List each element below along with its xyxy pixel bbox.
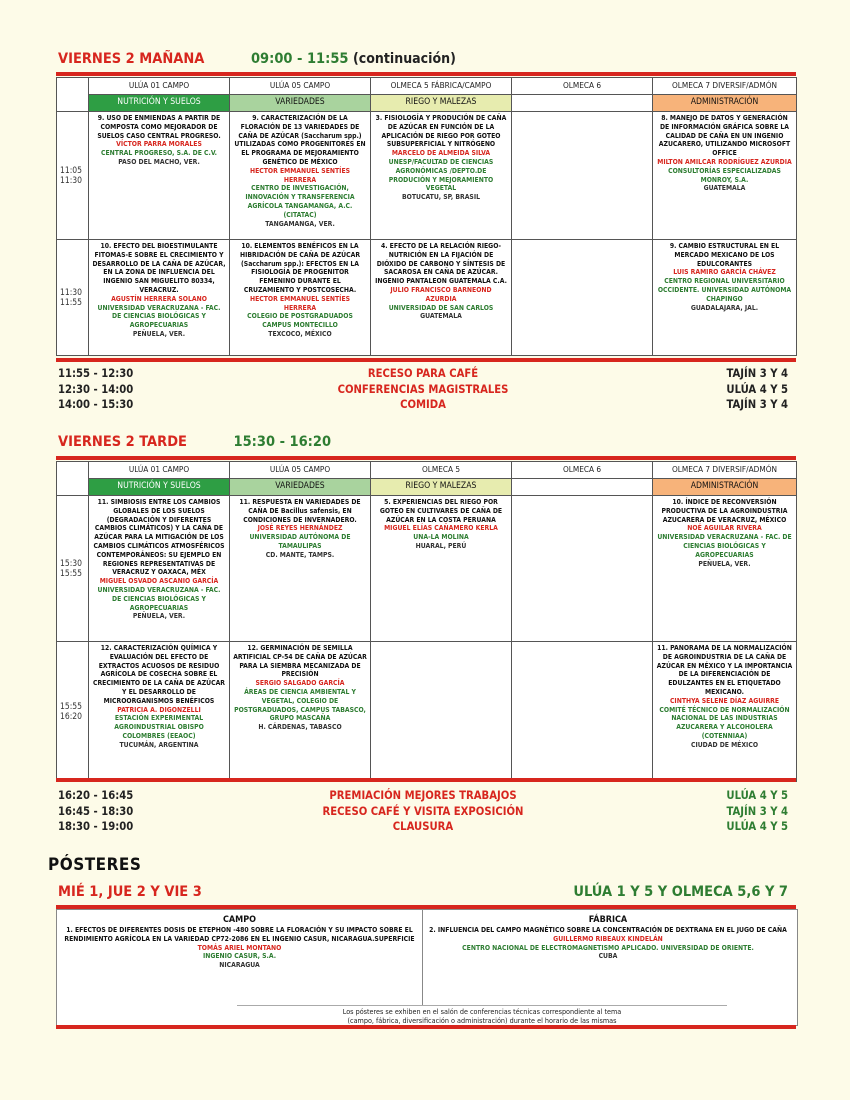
schedule-event	[58, 367, 788, 382]
afternoon-schedule-table	[56, 461, 797, 782]
presentation-location: PEÑUELA, VER.	[132, 329, 186, 338]
presentation-institution: COLEGIO DE POSTGRADUADOS CAMPUS MONTECILLO	[247, 312, 353, 330]
event-time: 16:20 - 16:45	[58, 789, 134, 802]
poster-campo	[57, 910, 423, 1005]
afternoon-heading	[58, 434, 331, 450]
presentation-institution: ÁREAS DE CIENCIA AMBIENTAL Y VEGETAL, COLEGIO DE POSTGRADUADOS, CAMPUS TABASCO, GRUPO MASCAÑA	[234, 687, 366, 723]
schedule-row	[57, 496, 797, 642]
posters-note-line1: Los pósteres se exhiben en el salón de conferencias técnicas correspondiente al tema	[342, 1007, 622, 1016]
presentation-location: GUATEMALA	[420, 312, 462, 321]
category-header: NUTRICIÓN Y SUELOS	[89, 95, 230, 112]
posters-heading: PÓSTERES	[48, 855, 142, 875]
presentation-title: 9. CAMBIO ESTRUCTURAL EN EL MERCADO MEXICANO DE LOS EDULCORANTES	[669, 242, 780, 268]
presentation-institution: UNIVERSIDAD VERACRUZANA - FAC. DE CIENCIAS BIOLÓGICAS Y AGROPECUARIAS	[97, 303, 221, 330]
category-header: RIEGO Y MALEZAS	[371, 479, 512, 496]
presentation-author: MIGUEL ELÍAS CAÑAMERO KERLA	[384, 524, 498, 533]
presentation-title: 5. EXPERIENCIAS DEL RIEGO POR GOTEO EN CULTIVARES DE CAÑA DE AZÚCAR EN LA COSTA PERUANA	[379, 498, 503, 524]
morning-day: VIERNES 2 MAÑANA	[58, 51, 205, 67]
presentation-author: SERGIO SALGADO GARCÍA	[255, 679, 345, 688]
presentation-title: 10. ELEMENTOS BENÉFICOS EN LA HIBRIDACIÓN DE CAÑA DE AZÚCAR (Saccharum spp.): EFECTOS EN LA FISIOLOGÍA DE PROGENITOR FEMENINO DURANTE EL CRUZAMIENTO Y POSTCOSECHA.	[239, 242, 361, 294]
presentation-author: MIGUEL OSVADO ASCANIO GARCÍA	[99, 577, 219, 586]
presentation-location: H. CÁRDENAS, TABASCO	[258, 723, 342, 732]
presentation-title: 11. PANORAMA DE LA NORMALIZACIÓN DE AGROINDUSTRIA DE LA CAÑA DE AZÚCAR EN MÉXICO Y LA IMPORTANCIA DE LA DIFERENCIACIÓN DE EDULZANTES EN EL ETIQUETADO MEXICANO.	[656, 644, 793, 696]
schedule-event	[58, 398, 788, 413]
event-room: ULÚA 4 Y 5	[726, 820, 788, 833]
empty-cell	[512, 112, 653, 240]
presentation-cell	[230, 642, 371, 782]
schedule-row	[57, 112, 797, 240]
posters-days: MIÉ 1, JUE 2 Y VIE 3	[58, 884, 202, 900]
divider-line	[56, 1025, 796, 1029]
presentation-cell	[89, 496, 230, 642]
presentation-institution: CENTRAL PROGRESO, S.A. DE C.V.	[100, 149, 218, 158]
presentation	[233, 644, 367, 732]
schedule-event	[58, 805, 788, 820]
presentation	[374, 242, 508, 321]
event-time: 14:00 - 15:30	[58, 398, 134, 411]
afternoon-time: 15:30 - 16:20	[233, 434, 332, 450]
presentation-author: HECTOR EMMANUEL SENTÍES HERRERA	[249, 166, 351, 184]
presentation-location: HUARAL, PERÚ	[415, 541, 467, 550]
morning-heading	[58, 51, 456, 67]
category-header: VARIEDADES	[230, 95, 371, 112]
presentation-author: NOÉ AGUILAR RIVERA	[687, 524, 762, 533]
room-header: OLMECA 7 DIVERSIF/ADMÓN	[653, 462, 797, 479]
posters-rooms: ULÚA 1 Y 5 Y OLMECA 5,6 Y 7	[573, 884, 788, 900]
presentation-cell	[653, 496, 797, 642]
time-start: 11:30	[60, 287, 83, 298]
presentation-location: TUCUMÁN, ARGENTINA	[119, 740, 199, 749]
event-name: RECESO CAFÉ Y VISITA EXPOSICIÓN	[322, 804, 524, 818]
presentation	[92, 644, 226, 750]
event-time: 11:55 - 12:30	[58, 367, 134, 380]
presentation-author: PATRICIA A. DIGONZELLI	[117, 705, 201, 714]
presentation-author: JULIO FRANCISCO BARNEOND AZURDIA	[390, 285, 492, 303]
schedule-row	[57, 642, 797, 782]
time-slot	[57, 642, 89, 782]
presentation-institution: UNIVERSIDAD VERACRUZANA - FAC. DE CIENCIAS BIOLÓGICAS Y AGROPECUARIAS	[97, 585, 221, 612]
room-header: OLMECA 7 DIVERSIF/ADMÓN	[653, 78, 797, 95]
room-header: ULÚA 05 CAMPO	[230, 462, 371, 479]
event-room: TAJÍN 3 Y 4	[726, 804, 788, 818]
corner-cell	[57, 462, 89, 496]
presentation-title: 4. EFECTO DE LA RELACIÓN RIEGO-NUTRICIÓN EN LA FIJACIÓN DE DIÓXIDO DE CARBONO Y SÍNTESIS DE SACAROSA EN CAÑA DE AZÚCAR. INGENIO PANTALEON GUATEMALA C.A.	[375, 242, 507, 286]
presentation-author: MILTON AMILCAR RODRÍGUEZ AZURDIA	[657, 157, 792, 166]
presentation	[233, 498, 367, 560]
time-end: 16:20	[60, 711, 83, 722]
presentation	[656, 242, 793, 312]
presentation-institution: CONSULTORÍAS ESPECIALIZADAS MONROY, S.A.	[668, 166, 781, 184]
presentation-location: PEÑUELA, VER.	[132, 612, 186, 621]
presentation-cell	[230, 240, 371, 356]
posters-note	[237, 1005, 727, 1025]
presentation	[233, 114, 367, 228]
presentation-author: JOSÉ REYES HERNÁNDEZ	[257, 524, 343, 533]
event-room: ULÚA 4 Y 5	[726, 382, 788, 396]
event-name: PREMIACIÓN MEJORES TRABAJOS	[329, 789, 517, 802]
category-header: RIEGO Y MALEZAS	[371, 95, 512, 112]
presentation-title: 8. MANEJO DE DATOS Y GENERACIÓN DE INFORMACIÓN GRÁFICA SOBRE LA CALIDAD DE CAÑA EN UN INGENIO AZUCARERO, UTILIZANDO MICROSOFT OFFICE	[658, 114, 791, 158]
empty-cell	[371, 642, 512, 782]
presentation-location: PASO DEL MACHO, VER.	[118, 157, 200, 166]
presentation	[656, 644, 793, 750]
presentation	[374, 114, 508, 202]
event-name: CONFERENCIAS MAGISTRALES	[337, 382, 509, 396]
presentation-cell	[89, 642, 230, 782]
afternoon-day: VIERNES 2 TARDE	[58, 434, 187, 450]
event-name: CLAUSURA	[392, 820, 454, 833]
presentation-author: HECTOR EMMANUEL SENTÍES HERRERA	[249, 294, 351, 312]
time-start: 15:30	[60, 558, 83, 569]
room-header: OLMECA 6	[512, 78, 653, 95]
room-header: ULÚA 01 CAMPO	[89, 462, 230, 479]
time-end: 15:55	[60, 568, 83, 579]
empty-cell	[512, 642, 653, 782]
time-slot	[57, 496, 89, 642]
poster-institution: CENTRO NACIONAL DE ELECTROMAGNETISMO APLICADO. UNIVERSIDAD DE ORIENTE.	[462, 943, 754, 952]
poster-campo-header: CAMPO	[222, 915, 257, 925]
room-header: ULÚA 05 CAMPO	[230, 78, 371, 95]
time-end: 11:55	[60, 297, 83, 308]
presentation-title: 3. FISIOLOGÍA Y PRODUCIÓN DE CAÑA DE AZÚCAR EN FUNCIÓN DE LA APLICACIÓN DE RIEGO POR GOTEO SUBSUPERFICIAL Y NITRÓGENO	[375, 114, 507, 149]
time-end: 11:30	[60, 175, 83, 186]
presentation-author: AGUSTÍN HERRERA SOLANO	[111, 294, 207, 303]
poster-fabrica-header: FÁBRICA	[588, 915, 628, 925]
divider-line	[56, 778, 796, 782]
presentation-title: 10. EFECTO DEL BIOESTIMULANTE FITOMAS-E SOBRE EL CRECIMIENTO Y DESARROLLO DE LA CAÑA DE AZÚCAR, EN LA ZONA DE INFLUENCIA DEL INGENIO SAN MIGUELITO 80334, VERACRUZ.	[92, 242, 226, 294]
presentation	[374, 498, 508, 551]
poster-fabrica	[425, 910, 791, 1005]
divider-line	[56, 456, 796, 460]
presentation-cell	[653, 642, 797, 782]
presentation	[92, 114, 226, 167]
presentation-title: 12. CARACTERIZACIÓN QUÍMICA Y EVALUACIÓN DEL EFECTO DE EXTRACTOS ACUOSOS DE RESIDUO AGRÍCOLA DE COSECHA SOBRE EL CRECIMIENTO DE LA CAÑA DE AZÚCAR Y EL DESARROLLO DE MICROORGANISMOS BENÉFICOS	[92, 644, 226, 705]
presentation-author: CINTHYA SELENE DÍAZ AGUIRRE	[669, 696, 780, 705]
presentation-cell	[230, 496, 371, 642]
presentation-cell	[371, 240, 512, 356]
presentation-location: PEÑUELA, VER.	[698, 559, 751, 568]
presentation-institution: CENTRO REGIONAL UNIVERSITARIO OCCIDENTE. UNIVERSIDAD AUTÓNOMA CHAPINGO	[657, 277, 792, 303]
presentation-title: 10. ÍNDICE DE RECONVERSIÓN PRODUCTIVA DE LA AGROINDUSTRIA AZUCARERA DE VERACRUZ, MÉXICO	[661, 498, 788, 524]
presentation-institution: UNIVERSIDAD DE SAN CARLOS	[388, 303, 494, 312]
presentation	[656, 498, 793, 568]
schedule-event	[58, 820, 788, 835]
presentation-institution: UNESP/FACULTAD DE CIENCIAS AGRONÓMICAS /DEPTO.DE PRODUCIÓN Y MEJORAMIENTO VEGETAL	[388, 157, 494, 193]
presentation-title: 11. RESPUESTA EN VARIEDADES DE CAÑA DE Bacillus safensis, EN CONDICIONES DE INVERNADERO.	[239, 498, 361, 524]
presentation	[92, 498, 226, 621]
corner-cell	[57, 78, 89, 112]
presentation-location: GUADALAJARA, JAL.	[690, 303, 759, 312]
category-header: ADMINISTRACIÓN	[653, 95, 797, 112]
room-header: OLMECA 6	[512, 462, 653, 479]
empty-cell	[512, 496, 653, 642]
presentation-title: 12. GERMINACIÓN DE SEMILLA ARTIFICIAL CP-54 DE CAÑA DE AZÚCAR PARA LA SIEMBRA MECANIZADA DE PRECISIÓN	[233, 644, 367, 679]
presentation-institution: CENTRO DE INVESTIGACIÓN, INNOVACIÓN Y TRANSFERENCIA AGRÍCOLA TANGAMANGA, A.C. (CITATAC)	[245, 184, 355, 219]
time-start: 11:05	[60, 165, 83, 176]
event-room: ULÚA 4 Y 5	[726, 789, 788, 802]
presentation-author: LUIS RAMIRO GARCÍA CHÁVEZ	[673, 268, 776, 277]
event-time: 16:45 - 18:30	[58, 804, 134, 818]
presentation-location: TANGAMANGA, VER.	[265, 219, 335, 228]
room-header: OLMECA 5	[371, 462, 512, 479]
presentation-title: 9. USO DE ENMIENDAS A PARTIR DE COMPOSTA COMO MEJORADOR DE SUELOS CASO CENTRAL PROGRESO.	[97, 114, 221, 140]
room-header: ULÚA 01 CAMPO	[89, 78, 230, 95]
divider-line	[56, 72, 796, 76]
time-start: 15:55	[60, 701, 83, 712]
time-slot	[57, 240, 89, 356]
event-room: TAJÍN 3 Y 4	[726, 398, 788, 411]
poster-author: TOMÁS ARIEL MONTANO	[197, 943, 282, 952]
category-header	[512, 479, 653, 496]
presentation-institution: COMITÉ TÉCNICO DE NORMALIZACIÓN NACIONAL DE LAS INDUSTRIAS AZUCARERA Y ALCOHOLERA (COTENNIAA)	[659, 705, 790, 740]
schedule-event	[58, 789, 788, 804]
poster-author: GUILLERMO RIBEAUX KINDELÁN	[553, 934, 663, 943]
room-header: OLMECA 5 FÁBRICA/CAMPO	[371, 78, 512, 95]
presentation-location: TEXCOCO, MÉXICO	[268, 329, 332, 338]
poster-institution: INGENIO CASUR, S.A.	[202, 952, 277, 961]
presentation-location: BOTUCATU, SP, BRASIL	[401, 193, 481, 202]
presentation-cell	[230, 112, 371, 240]
presentation-institution: UNA-LA MOLINA	[413, 533, 469, 542]
posters-note-line2: (campo, fábrica, diversificación o administración) durante el horario de las mismas	[347, 1016, 617, 1025]
presentation-cell	[371, 496, 512, 642]
presentation-cell	[89, 112, 230, 240]
poster-title: 1. EFECTOS DE DIFERENTES DOSIS DE ETEPHON -480 SOBRE LA FLORACIÓN Y SU IMPACTO SOBRE EL RENDIMIENTO AGRÍCOLA EN LA VARIEDAD CP72-2086 EN EL INGENIO CASUR, NICARAGUA.SUPERFICIE	[64, 926, 415, 943]
presentation-title: 9. CARACTERIZACIÓN DE LA FLORACIÓN DE 13 VARIEDADES DE CAÑA DE AZÚCAR (Saccharum spp.) UTILIZADAS COMO PROGENITORES EN EL PROGRAMA DE MEJORAMIENTO GENÉTICO DE MÉXICO	[234, 114, 366, 166]
presentation	[92, 242, 226, 339]
presentation-author: VÍCTOR PARRA MORALES	[116, 140, 202, 149]
presentation-cell	[371, 112, 512, 240]
presentation	[233, 242, 367, 339]
category-header	[512, 95, 653, 112]
poster-location: CUBA	[598, 952, 618, 961]
morning-time: 09:00 - 11:55 (continuación)	[250, 51, 456, 67]
presentation-author: MARCELO DE ALMEIDA SILVA	[391, 149, 491, 158]
divider-line	[56, 358, 796, 362]
presentation	[656, 114, 793, 193]
presentation-institution: UNIVERSIDAD AUTÓNOMA DE TAMAULIPAS	[249, 533, 351, 550]
presentation-location: CD. MANTE, TAMPS.	[265, 550, 335, 559]
poster-location: NICARAGUA	[219, 961, 260, 970]
presentation-title: 11. SIMBIOSIS ENTRE LOS CAMBIOS GLOBALES DE LOS SUELOS (DEGRADACIÓN Y DIFERENTES CAMBIOS CLIMÁTICOS) Y LA CAÑA DE AZÚCAR PARA LA MITIGACIÓN DE LOS CAMBIOS CLIMÁTICOS ATMOSFÉRICOS CONTEMPORÁNEOS: SU EJEMPLO EN REGIONES REPRESENTATIVAS DE VERACRUZ Y OAXACA, MÉX	[93, 498, 225, 577]
posters-box	[56, 909, 798, 1026]
presentation-location: CIUDAD DE MÉXICO	[690, 740, 759, 749]
event-name: RECESO PARA CAFÉ	[367, 367, 479, 380]
presentation-institution: UNIVERSIDAD VERACRUZANA - FAC. DE CIENCIAS BIOLÓGICAS Y AGROPECUARIAS	[657, 533, 792, 559]
category-header: VARIEDADES	[230, 479, 371, 496]
category-header: NUTRICIÓN Y SUELOS	[89, 479, 230, 496]
presentation-cell	[653, 240, 797, 356]
presentation-cell	[89, 240, 230, 356]
event-room: TAJÍN 3 Y 4	[726, 367, 788, 380]
time-slot	[57, 112, 89, 240]
schedule-event	[58, 383, 788, 398]
schedule-row	[57, 240, 797, 356]
poster-title: 2. INFLUENCIA DEL CAMPO MAGNÉTICO SOBRE LA CONCENTRACIÓN DE DEXTRANA EN EL JUGO DE CAÑA	[429, 926, 787, 934]
event-time: 12:30 - 14:00	[58, 382, 134, 396]
empty-cell	[512, 240, 653, 356]
presentation-location: GUATEMALA	[703, 184, 746, 193]
presentation-cell	[653, 112, 797, 240]
event-time: 18:30 - 19:00	[58, 820, 134, 833]
morning-schedule-table	[56, 77, 797, 356]
presentation-institution: ESTACIÓN EXPERIMENTAL AGROINDUSTRIAL OBISPO COLOMBRES (EEAOC)	[114, 714, 204, 740]
event-name: COMIDA	[400, 398, 446, 411]
category-header: ADMINISTRACIÓN	[653, 479, 797, 496]
